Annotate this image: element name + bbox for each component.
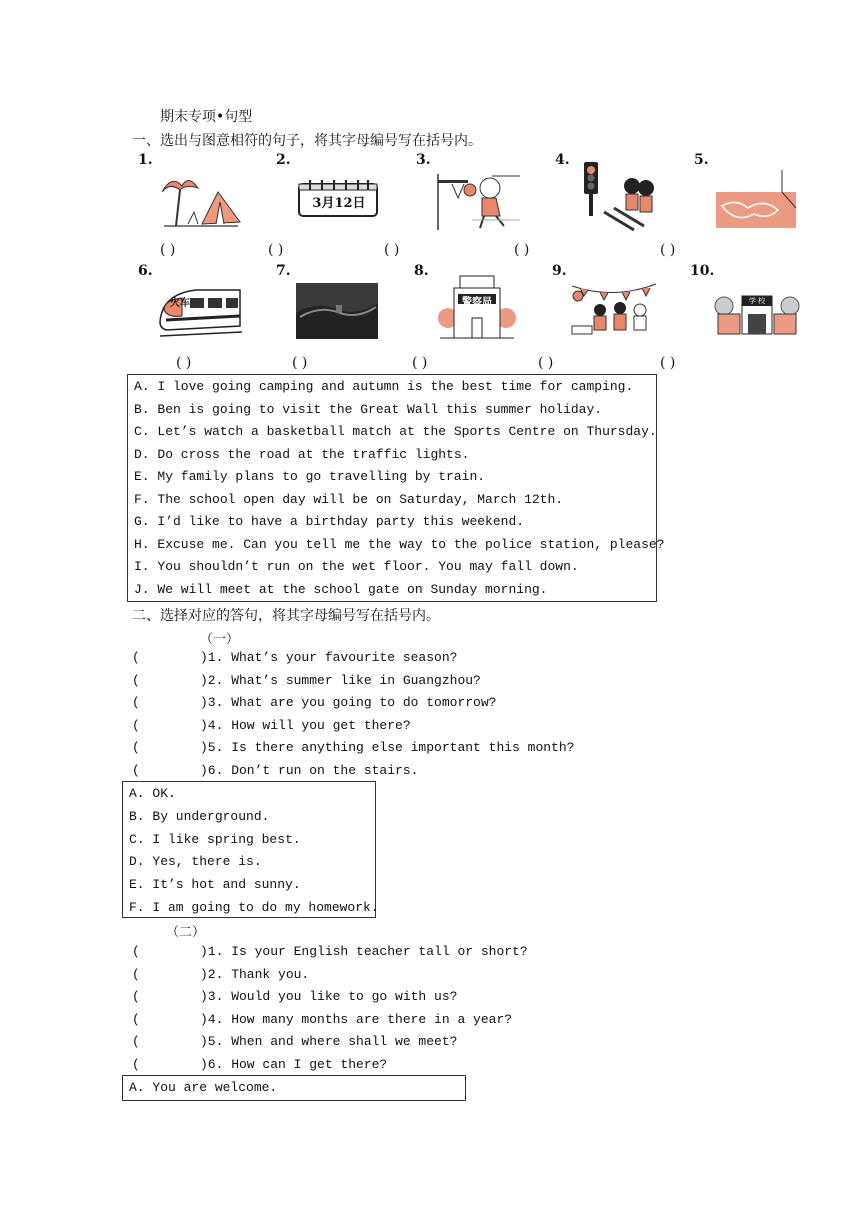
basketball-picture: [432, 170, 522, 232]
part2-question-5: ( )5. When and where shall we meet?: [132, 1034, 458, 1049]
answer-blank[interactable]: (: [132, 1057, 140, 1072]
answer-blank-2[interactable]: ( ): [268, 242, 284, 258]
part1-answer-d: D. Yes, there is.: [129, 854, 262, 869]
item-number-5: 5.: [694, 152, 709, 168]
part2-question-4: ( )4. How many months are there in a year?: [132, 1012, 513, 1027]
answer-blank-1[interactable]: ( ): [160, 242, 176, 258]
item-number-7: 7.: [276, 263, 291, 279]
school-label: 学 校: [748, 297, 766, 305]
answer-blank[interactable]: (: [132, 718, 140, 733]
part1-question-5: ( )5. Is there anything else important this month?: [132, 740, 575, 755]
police-station-picture: [436, 272, 518, 344]
item-number-4: 4.: [555, 152, 570, 168]
part2-question-3: ( )3. Would you like to go with us?: [132, 989, 458, 1004]
option-e: E. My family plans to go travelling by train.: [134, 469, 486, 484]
great-wall-picture: [296, 283, 378, 339]
answer-blank[interactable]: (: [132, 989, 140, 1004]
answer-blank[interactable]: (: [132, 650, 140, 665]
answer-blank-7[interactable]: ( ): [292, 355, 308, 371]
answer-blank-8[interactable]: ( ): [412, 355, 428, 371]
answer-blank[interactable]: (: [132, 695, 140, 710]
option-f: F. The school open day will be on Saturday, March 12th.: [134, 492, 564, 507]
answer-blank-10[interactable]: ( ): [660, 355, 676, 371]
option-h: H. Excuse me. Can you tell me the way to the police station, please?: [134, 537, 665, 552]
part1-question-1: ( )1. What’s your favourite season?: [132, 650, 458, 665]
part1-answer-e: E. It’s hot and sunny.: [129, 877, 301, 892]
part1-answer-b: B. By underground.: [129, 809, 270, 824]
part1-question-4: ( )4. How will you get there?: [132, 718, 411, 733]
item-number-10: 10.: [690, 263, 715, 279]
item-number-9: 9.: [552, 263, 567, 279]
item-number-1: 1.: [138, 152, 153, 168]
option-d: D. Do cross the road at the traffic lights.: [134, 447, 470, 462]
answer-blank[interactable]: (: [132, 944, 140, 959]
answer-blank[interactable]: (: [132, 967, 140, 982]
part2-label: （二）: [166, 925, 206, 940]
part1-answers-box: [122, 781, 379, 918]
calendar-date: 3月12日: [312, 196, 366, 211]
answer-blank-3[interactable]: ( ): [384, 242, 400, 258]
answer-blank[interactable]: (: [132, 740, 140, 755]
part1-answer-c: C. I like spring best.: [129, 832, 301, 847]
option-c: C. Let’s watch a basketball match at the Sports Centre on Thursday.: [134, 424, 657, 439]
option-i: I. You shouldn’t run on the wet floor. You may fall down.: [134, 559, 579, 574]
section2-heading: 二、选择对应的答句，将其字母编号写在括号内。: [132, 608, 440, 624]
train-label: 火车: [170, 298, 190, 309]
part2-question-6: ( )6. How can I get there?: [132, 1057, 388, 1072]
item-number-2: 2.: [276, 152, 291, 168]
part1-answer-a: A. OK.: [129, 786, 176, 801]
answer-blank-5[interactable]: ( ): [660, 242, 676, 258]
part1-answer-f: F. I am going to do my homework.: [129, 900, 379, 915]
option-a: A. I love going camping and autumn is the best time for camping.: [134, 379, 634, 394]
part2-question-2: ( )2. Thank you.: [132, 967, 310, 982]
page-title: 期末专项•句型: [160, 109, 253, 125]
part2-question-1: ( )1. Is your English teacher tall or short?: [132, 944, 528, 959]
item-number-6: 6.: [138, 263, 153, 279]
answer-blank-4[interactable]: ( ): [514, 242, 530, 258]
item-number-8: 8.: [414, 263, 429, 279]
wet-floor-picture: [712, 168, 798, 230]
part1-label: （一）: [200, 632, 240, 647]
option-b: B. Ben is going to visit the Great Wall this summer holiday.: [134, 402, 603, 417]
section1-heading: 一、选出与图意相符的句子，将其字母编号写在括号内。: [132, 133, 482, 149]
part2-answer-a: A. You are welcome.: [129, 1080, 278, 1095]
part1-question-2: ( )2. What’s summer like in Guangzhou?: [132, 673, 481, 688]
section1-options-box: [127, 374, 665, 602]
part1-question-6: ( )6. Don’t run on the stairs.: [132, 763, 419, 778]
answer-blank[interactable]: (: [132, 1034, 140, 1049]
item-number-3: 3.: [416, 152, 431, 168]
option-g: G. I’d like to have a birthday party this weekend.: [134, 514, 525, 529]
birthday-party-picture: [570, 276, 658, 338]
part1-question-3: ( )3. What are you going to do tomorrow?: [132, 695, 497, 710]
part2-answers-box: [122, 1075, 466, 1101]
answer-blank-6[interactable]: ( ): [176, 355, 192, 371]
answer-blank[interactable]: (: [132, 763, 140, 778]
answer-blank[interactable]: (: [132, 673, 140, 688]
camping-picture: [158, 168, 244, 230]
police-station-label: 警察局: [462, 297, 492, 308]
answer-blank[interactable]: (: [132, 1012, 140, 1027]
answer-blank-9[interactable]: ( ): [538, 355, 554, 371]
train-picture: [156, 282, 244, 340]
option-j: J. We will meet at the school gate on Sunday morning.: [134, 582, 548, 597]
traffic-light-picture: [574, 160, 664, 232]
